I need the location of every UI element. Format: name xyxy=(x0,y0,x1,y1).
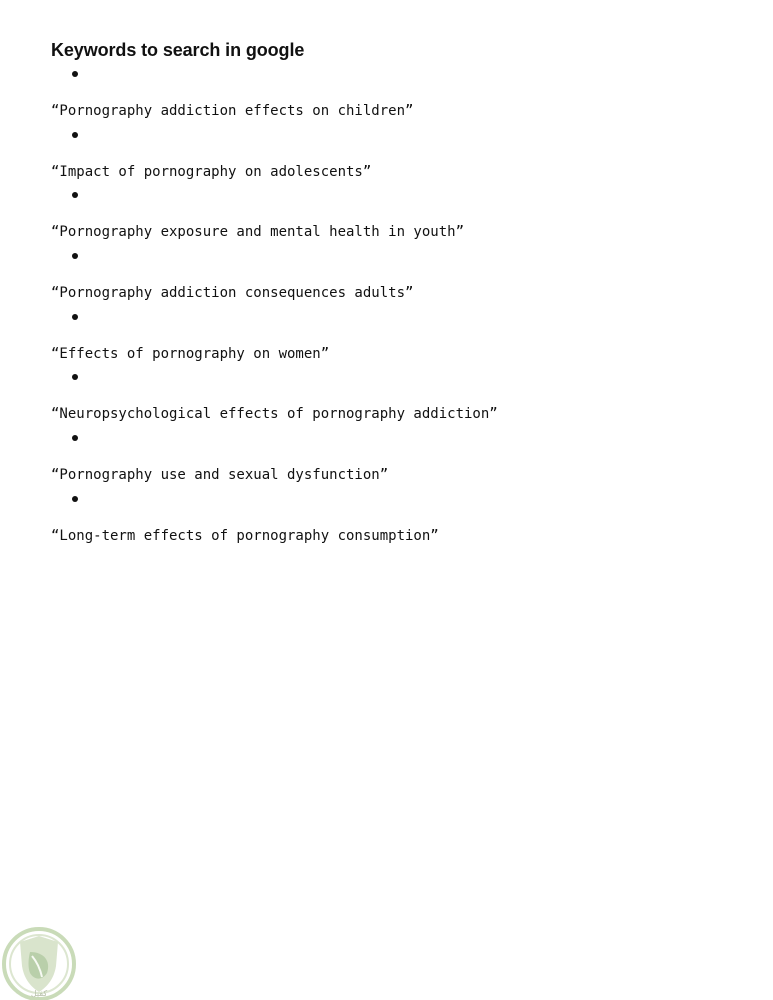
search-keyword: “Impact of pornography on adolescents” xyxy=(51,163,372,180)
watermark-logo xyxy=(0,924,78,1000)
keyword-list-item xyxy=(0,491,773,552)
keyword-list-item xyxy=(0,309,773,370)
keyword-list-item xyxy=(0,66,773,127)
search-keyword: “Long-term effects of pornography consumption” xyxy=(51,527,439,544)
keyword-list-item xyxy=(0,127,773,188)
search-keyword: “Effects of pornography on women” xyxy=(51,345,330,362)
keyword-list-item xyxy=(0,248,773,309)
keyword-list-item xyxy=(0,369,773,430)
bullet-icon xyxy=(72,71,78,77)
bullet-icon xyxy=(72,314,78,320)
search-keyword: “Pornography addiction consequences adults” xyxy=(51,285,414,302)
bullet-icon xyxy=(72,132,78,138)
search-keyword: “Neuropsychological effects of pornography addiction” xyxy=(51,406,498,423)
keyword-list-item xyxy=(0,187,773,248)
bullet-icon xyxy=(72,192,78,198)
bullet-icon xyxy=(72,253,78,259)
keyword-list xyxy=(0,66,773,552)
page-title: Keywords to search in google xyxy=(51,40,305,60)
bullet-icon xyxy=(72,374,78,380)
shield-leaf-icon xyxy=(0,924,78,1000)
search-keyword: “Pornography exposure and mental health in youth” xyxy=(51,224,465,241)
watermark-text: كفيل xyxy=(30,989,48,998)
bullet-icon xyxy=(72,496,78,502)
keyword-list-item xyxy=(0,430,773,491)
search-keyword: “Pornography use and sexual dysfunction” xyxy=(51,467,389,484)
search-keyword: “Pornography addiction effects on children” xyxy=(51,103,414,119)
bullet-icon xyxy=(72,435,78,441)
